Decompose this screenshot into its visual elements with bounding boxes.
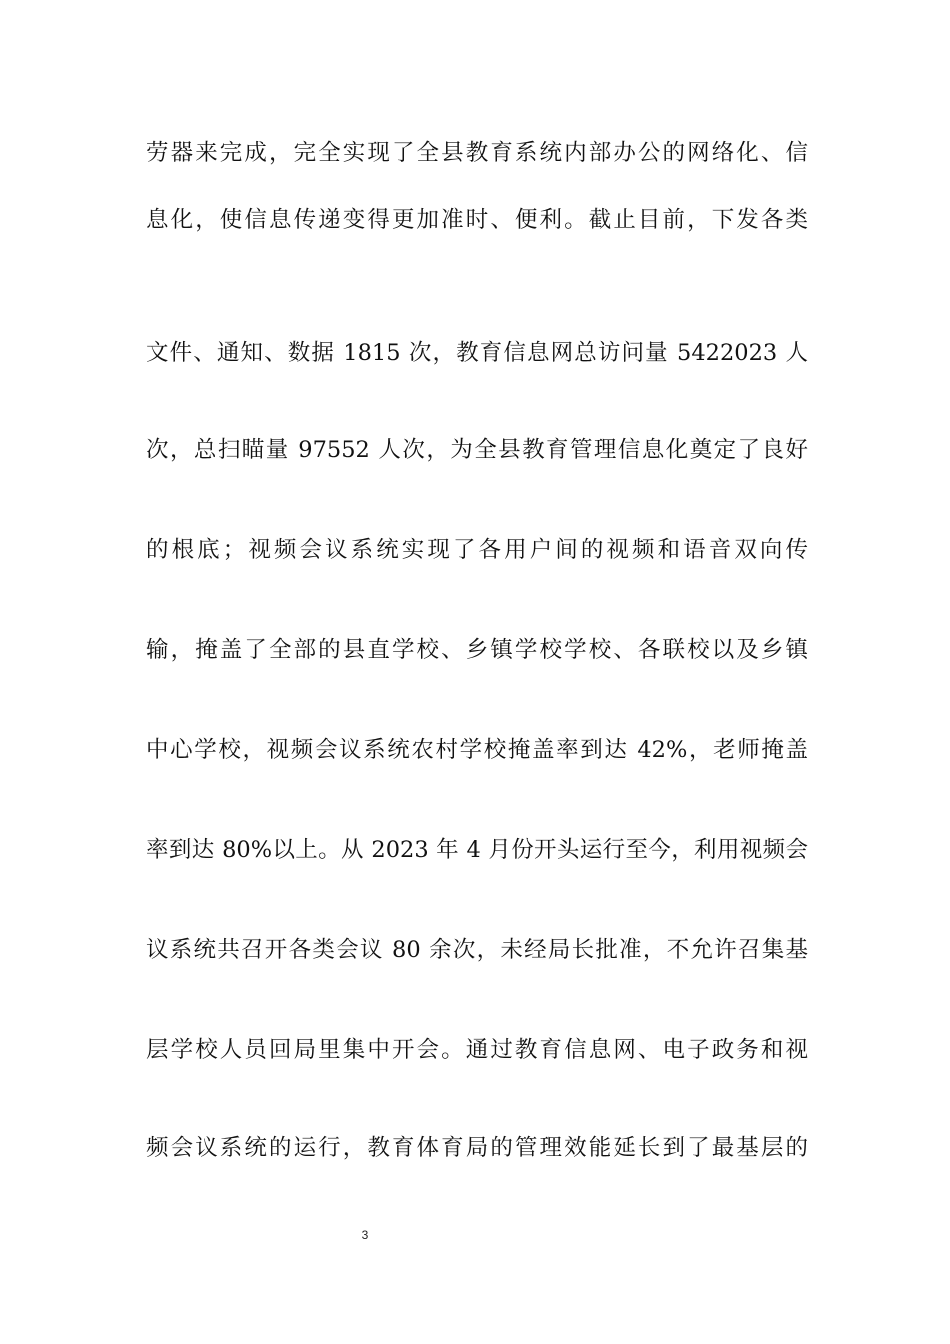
- text-line-11: 频会议系统的运行，教育体育局的管理效能延长到了最基层的: [146, 1135, 808, 1161]
- text-line-4: 次，总扫瞄量 97552 人次，为全县教育管理信息化奠定了良好: [146, 437, 808, 463]
- text-line-5: 的根底；视频会议系统实现了各用户间的视频和语音双向传: [146, 537, 808, 563]
- text-line-9: 议系统共召开各类会议 80 余次，未经局长批准，不允许召集基: [146, 937, 808, 963]
- text-line-2: 息化，使信息传递变得更加准时、便利。截止目前，下发各类: [146, 207, 808, 233]
- text-line-6: 输，掩盖了全部的县直学校、乡镇学校学校、各联校以及乡镇: [146, 637, 808, 663]
- text-line-10: 层学校人员回局里集中开会。通过教育信息网、电子政务和视: [146, 1037, 808, 1063]
- text-line-1: 劳器来完成，完全实现了全县教育系统内部办公的网络化、信: [146, 140, 808, 166]
- text-line-7: 中心学校，视频会议系统农村学校掩盖率到达 42%，老师掩盖: [146, 737, 808, 763]
- text-line-8: 率到达 80%以上。从 2023 年 4 月份开头运行至今，利用视频会: [146, 837, 808, 863]
- text-line-3: 文件、通知、数据 1815 次，教育信息网总访问量 5422023 人: [146, 340, 808, 366]
- page-number: 3: [361, 1228, 369, 1242]
